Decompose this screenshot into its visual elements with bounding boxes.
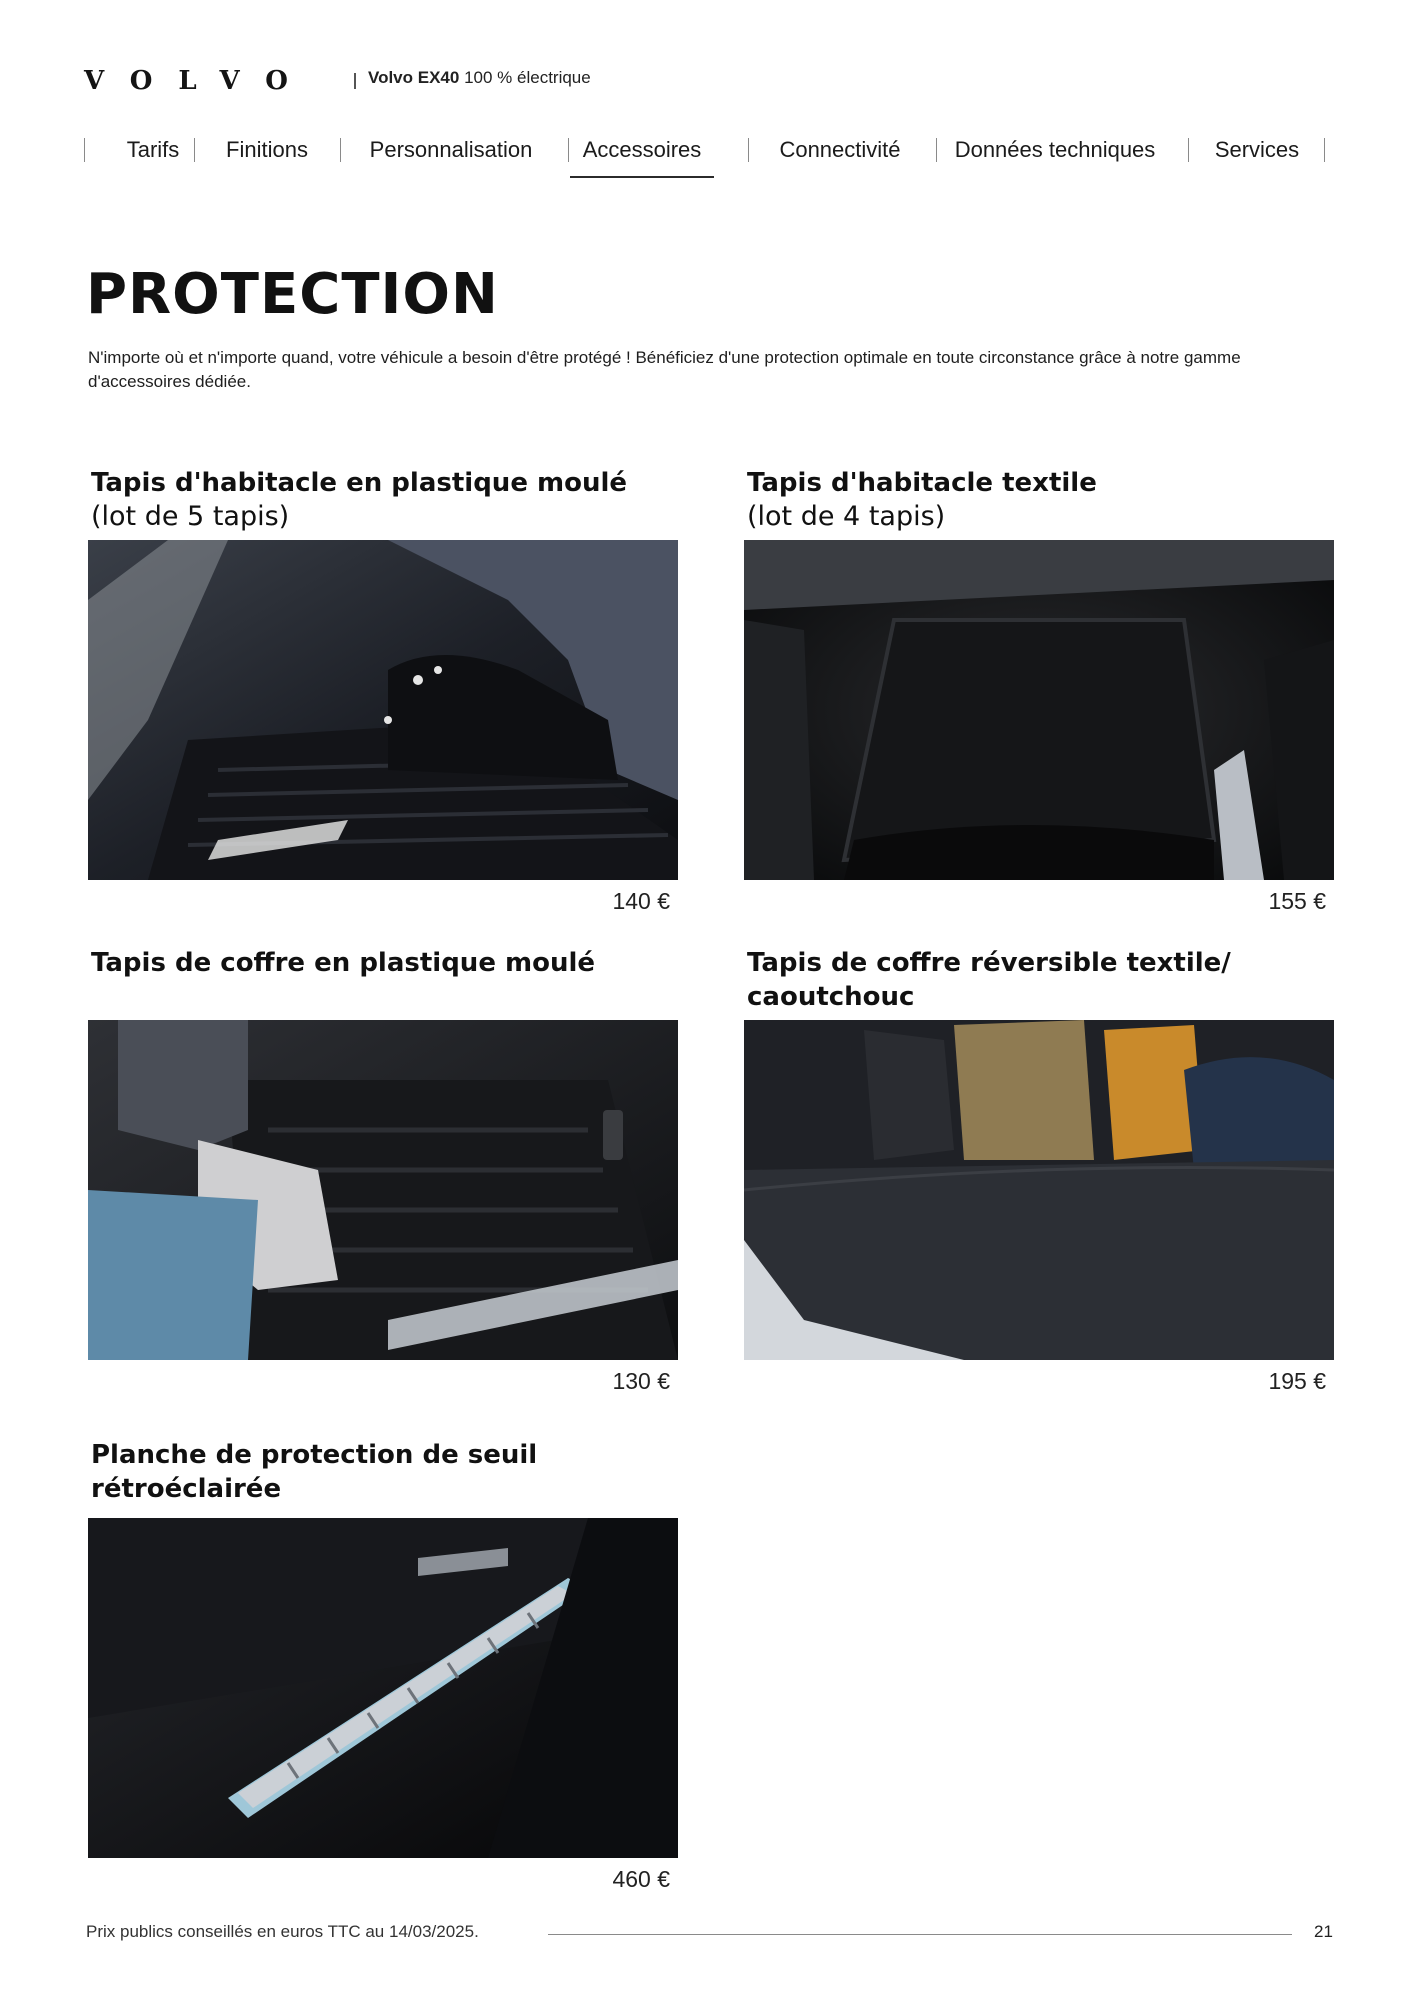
product-price: 460 € — [612, 1866, 670, 1892]
nav-divider — [340, 138, 341, 162]
header-divider — [354, 73, 356, 89]
footer-note: Prix publics conseillés en euros TTC au 14/03/2025. — [86, 1922, 479, 1941]
product-price: 195 € — [1268, 1368, 1326, 1394]
product-title: Tapis de coffre en plastique moulé — [91, 948, 596, 978]
nav-divider — [748, 138, 749, 162]
model-suffix: 100 % électrique — [464, 68, 591, 87]
tab-services[interactable]: Services — [1214, 137, 1300, 162]
product-subtitle: (lot de 4 tapis) — [747, 501, 946, 532]
product-card — [88, 466, 678, 926]
product-card — [744, 466, 1334, 926]
nav-divider — [194, 138, 195, 162]
product-title: Tapis d'habitacle en plastique moulé — [91, 468, 628, 498]
product-card — [744, 946, 1334, 1406]
nav-divider — [1188, 138, 1189, 162]
product-card — [88, 1438, 678, 1898]
page-title: PROTECTION — [86, 262, 499, 327]
nav-divider — [936, 138, 937, 162]
product-price: 155 € — [1268, 888, 1326, 914]
tab-finitions[interactable]: Finitions — [226, 137, 308, 162]
product-price: 140 € — [612, 888, 670, 914]
model-title — [368, 68, 591, 88]
nav-divider — [84, 138, 85, 162]
nav-divider — [568, 138, 569, 162]
product-card — [88, 946, 678, 1406]
product-price: 130 € — [612, 1368, 670, 1394]
product-image-molded-cabin-mats — [88, 540, 678, 880]
product-image-textile-cabin-mats — [744, 540, 1334, 880]
product-title: Planche de protection de seuil — [91, 1440, 538, 1470]
tab-accessoires[interactable]: Accessoires — [570, 132, 714, 168]
product-title: Tapis de coffre réversible textile/ — [747, 948, 1231, 978]
tab-connectivite[interactable]: Connectivité — [779, 137, 901, 162]
product-title: Tapis d'habitacle textile — [747, 468, 1097, 498]
product-subtitle: (lot de 5 tapis) — [91, 501, 290, 532]
page-number: 21 — [1314, 1922, 1333, 1941]
volvo-logo: VOLVO — [84, 66, 314, 96]
product-image-illuminated-sill-plate — [88, 1518, 678, 1858]
tab-personnalisation[interactable]: Personnalisation — [369, 137, 533, 162]
footer-divider — [548, 1934, 1292, 1935]
product-title-continued: rétroéclairée — [91, 1474, 282, 1504]
nav-divider — [1324, 138, 1325, 162]
product-title-continued: caoutchouc — [747, 982, 915, 1012]
tab-donnees-techniques[interactable]: Données techniques — [954, 137, 1156, 162]
intro-text: N'importe où et n'importe quand, votre véhicule a besoin d'être protégé ! Bénéficiez d'une protection optimale en toute circonstance grâce à notre gamme d'accessoires dédiée. — [88, 348, 1241, 391]
model-name: Volvo EX40 — [368, 68, 460, 87]
tab-tarifs[interactable]: Tarifs — [126, 137, 180, 162]
product-image-molded-trunk-mat — [88, 1020, 678, 1360]
product-image-reversible-trunk-mat — [744, 1020, 1334, 1360]
